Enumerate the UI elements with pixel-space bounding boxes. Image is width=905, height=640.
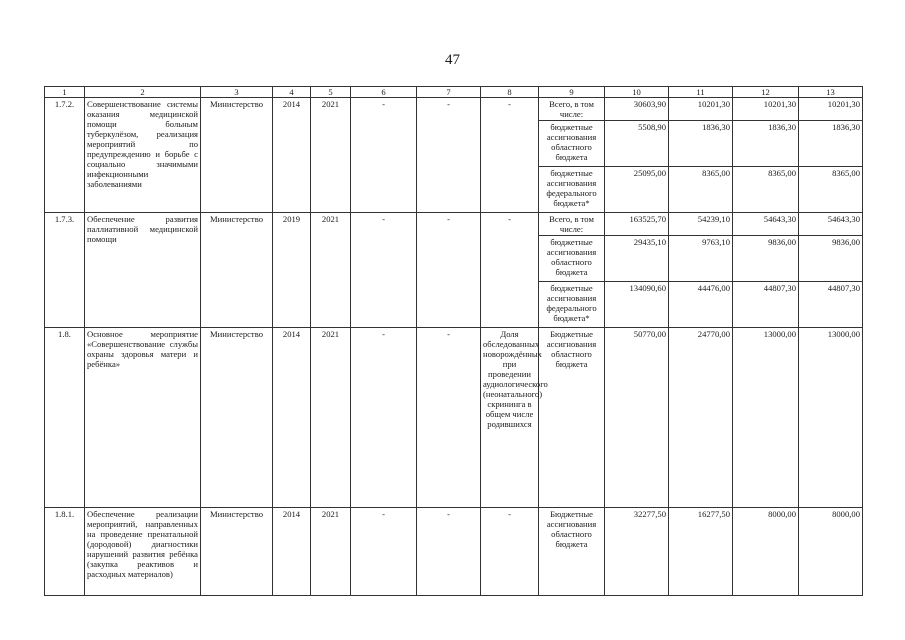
row-activity-name: Обеспечение развития паллиативной медицинской помощи [85,213,201,328]
funding-year-1: 9763,10 [669,236,733,282]
funding-year-1: 44476,00 [669,282,733,328]
row-end-year: 2021 [311,508,351,596]
row-start-year: 2014 [273,328,311,508]
col-header-12: 12 [733,87,799,98]
col-header-13: 13 [799,87,863,98]
col-header-7: 7 [417,87,481,98]
funding-total: 134090,60 [605,282,669,328]
funding-source: Всего, в том числе: [539,213,605,236]
col-header-10: 10 [605,87,669,98]
header-row [45,87,863,98]
row-col6: - [351,98,417,213]
funding-year-1: 16277,50 [669,508,733,596]
row-end-year: 2021 [311,98,351,213]
row-col7: - [417,508,481,596]
table-row [45,328,863,508]
col-header-9: 9 [539,87,605,98]
table-body [45,98,863,596]
funding-year-2: 1836,30 [733,121,799,167]
row-col6: - [351,508,417,596]
funding-total: 25095,00 [605,167,669,213]
funding-source: бюджетные ассигнования областного бюджета [539,121,605,167]
col-header-2: 2 [85,87,201,98]
funding-source: бюджетные ассигнования областного бюджета [539,236,605,282]
row-code: 1.7.2. [45,98,85,213]
row-executor: Министерство [201,213,273,328]
row-code: 1.7.3. [45,213,85,328]
table-row [45,98,863,121]
funding-source: Бюджетные ассигнования областного бюджета [539,328,605,508]
funding-source: бюджетные ассигнования федерального бюджета* [539,282,605,328]
row-start-year: 2014 [273,98,311,213]
col-header-11: 11 [669,87,733,98]
row-end-year: 2021 [311,213,351,328]
row-indicator: - [481,508,539,596]
col-header-8: 8 [481,87,539,98]
row-executor: Министерство [201,328,273,508]
row-col7: - [417,328,481,508]
col-header-1: 1 [45,87,85,98]
funding-year-1: 24770,00 [669,328,733,508]
funding-source: Бюджетные ассигнования областного бюджета [539,508,605,596]
row-indicator: - [481,213,539,328]
row-col7: - [417,98,481,213]
funding-year-2: 8365,00 [733,167,799,213]
row-code: 1.8. [45,328,85,508]
page-number: 47 [445,52,460,68]
funding-year-1: 10201,30 [669,98,733,121]
funding-total: 163525,70 [605,213,669,236]
funding-year-1: 54239,10 [669,213,733,236]
funding-year-3: 13000,00 [799,328,863,508]
funding-year-2: 44807,30 [733,282,799,328]
funding-year-3: 8000,00 [799,508,863,596]
budget-table [44,86,863,596]
col-header-6: 6 [351,87,417,98]
funding-source: бюджетные ассигнования федерального бюджета* [539,167,605,213]
col-header-3: 3 [201,87,273,98]
funding-total: 30603,90 [605,98,669,121]
row-executor: Министерство [201,98,273,213]
funding-source: Всего, в том числе: [539,98,605,121]
row-code: 1.8.1. [45,508,85,596]
funding-year-3: 8365,00 [799,167,863,213]
funding-year-3: 9836,00 [799,236,863,282]
funding-year-3: 44807,30 [799,282,863,328]
funding-total: 29435,10 [605,236,669,282]
funding-total: 5508,90 [605,121,669,167]
table-row [45,213,863,236]
row-col6: - [351,328,417,508]
funding-year-1: 1836,30 [669,121,733,167]
row-indicator: - [481,98,539,213]
funding-year-3: 1836,30 [799,121,863,167]
row-indicator: Доля обследованных новорождённых при проведении аудиологического (неонатального) скрининга в общем числе родившихся [481,328,539,508]
funding-year-2: 10201,30 [733,98,799,121]
table-row [45,508,863,596]
row-end-year: 2021 [311,328,351,508]
table-header [45,87,863,98]
funding-year-3: 10201,30 [799,98,863,121]
funding-year-2: 8000,00 [733,508,799,596]
col-header-5: 5 [311,87,351,98]
col-header-4: 4 [273,87,311,98]
funding-year-2: 9836,00 [733,236,799,282]
row-start-year: 2014 [273,508,311,596]
row-start-year: 2019 [273,213,311,328]
row-activity-name: Обеспечение реализации мероприятий, направленных на проведение пренатальной (дородовой) диагностики нарушений развития ребёнка (закупка реактивов и расходных материалов) [85,508,201,596]
row-col7: - [417,213,481,328]
funding-year-1: 8365,00 [669,167,733,213]
funding-year-2: 54643,30 [733,213,799,236]
funding-year-3: 54643,30 [799,213,863,236]
funding-total: 32277,50 [605,508,669,596]
row-activity-name: Совершенствование системы оказания медицинской помощи больным туберкулёзом, реализация мероприятий по предупреждению и борьбе с социально значимыми инфекционными заболеваниями [85,98,201,213]
funding-year-2: 13000,00 [733,328,799,508]
row-activity-name: Основное мероприятие «Совершенствование службы охраны здоровья матери и ребёнка» [85,328,201,508]
funding-total: 50770,00 [605,328,669,508]
row-executor: Министерство [201,508,273,596]
row-col6: - [351,213,417,328]
